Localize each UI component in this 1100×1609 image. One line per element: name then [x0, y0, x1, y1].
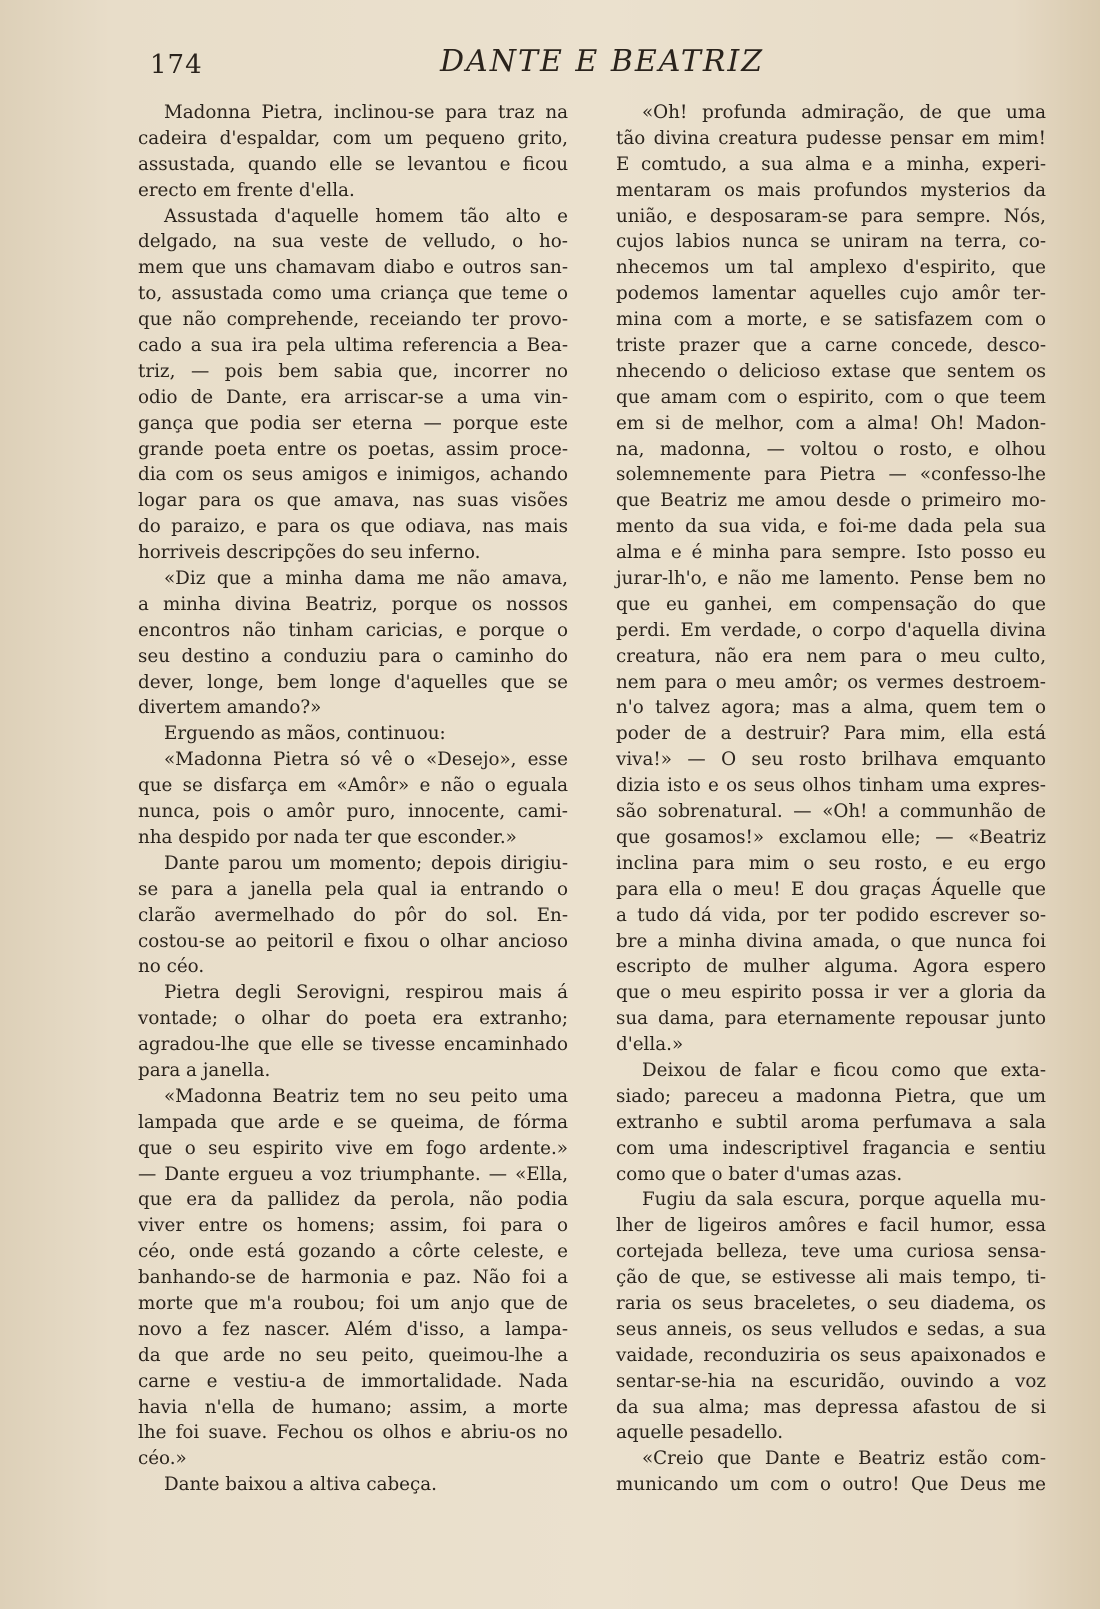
text-line: que eu ganhei, em compensação do que — [616, 593, 1046, 615]
text-line: raria os seus braceletes, o seu diadema, os — [616, 1292, 1046, 1314]
text-line: extranho e subtil aroma perfumava a sala — [616, 1111, 1046, 1133]
text-line: lher de ligeiros amôres e facil humor, essa — [616, 1215, 1046, 1237]
text-line: lhe foi suave. Fechou os olhos e abriu-os no — [138, 1422, 568, 1444]
text-line: união, e desposaram-se para sempre. Nós, — [616, 205, 1046, 227]
text-line: nhecemos um tal amplexo d'espirito, que — [616, 257, 1046, 279]
text-line: to, assustada como uma criança que teme o — [138, 283, 568, 305]
text-line: mem que uns chamavam diabo e outros san- — [138, 257, 568, 279]
text-line: tão divina creatura pudesse pensar em mim! — [616, 127, 1046, 149]
text-line: no céo. — [138, 956, 205, 978]
text-line: perdi. Em verdade, o corpo d'aquella divina — [616, 619, 1046, 641]
text-line: clarão avermelhado do pôr do sol. En- — [138, 904, 568, 926]
text-line: agradou-lhe que elle se tivesse encaminhado — [138, 1034, 568, 1056]
text-line: sentar-se-hia na escuridão, ouvindo a voz — [616, 1370, 1046, 1392]
text-line: viva!» — O seu rosto brilhava emquanto — [616, 749, 1046, 771]
text-line: lampada que arde e se queima, de fórma — [138, 1111, 568, 1133]
text-line: nhecendo o delicioso extase que sentem os — [616, 360, 1046, 382]
text-line: que o meu espirito possa ir ver a gloria da — [616, 982, 1046, 1004]
text-line: sua dama, para eternamente repousar junto — [616, 1008, 1046, 1030]
right-text-column — [616, 100, 1046, 1498]
text-line: grande poeta entre os poetas, assim proce- — [138, 438, 568, 460]
text-line: «Madonna Pietra só vê o «Desejo», esse — [164, 749, 568, 771]
text-line: são sobrenatural. — «Oh! a communhão de — [616, 801, 1046, 823]
page-number: 174 — [150, 50, 203, 80]
text-line: triz, — pois bem sabia que, incorrer no — [138, 360, 568, 382]
text-line: com uma indescriptivel fragancia e sentiu — [616, 1137, 1046, 1159]
text-line: na, madonna, — voltou o rosto, e olhou — [616, 438, 1046, 460]
text-line: mina com a morte, e se satisfazem com o — [616, 309, 1046, 331]
text-line: a minha divina Beatriz, porque os nossos — [138, 593, 568, 615]
text-line: «Diz que a minha dama me não amava, — [164, 568, 568, 590]
text-line: vontade; o olhar do poeta era extranho; — [138, 1008, 568, 1030]
text-line: delgado, na sua veste de velludo, o ho- — [138, 231, 568, 253]
text-line: seus anneis, os seus velludos e sedas, a sua — [616, 1318, 1046, 1340]
text-line: logar para os que amava, nas suas visões — [138, 490, 568, 512]
text-line: assustada, quando elle se levantou e ficou — [138, 153, 568, 175]
running-title: DANTE E BEATRIZ — [440, 44, 765, 79]
text-line: mentaram os mais profundos mysterios da — [616, 179, 1046, 201]
text-line: cortejada belleza, teve uma curiosa sensa- — [616, 1241, 1046, 1263]
text-line: morte que m'a roubou; foi um anjo que de — [138, 1292, 568, 1314]
text-line: Dante baixou a altiva cabeça. — [164, 1474, 437, 1496]
text-line: que não comprehende, receiando ter provo- — [138, 309, 568, 331]
text-line: solemnemente para Pietra — «confesso-lhe — [616, 464, 1046, 486]
text-line: dever, longe, bem longe d'aquelles que se — [138, 671, 568, 693]
text-line: dizia isto e os seus olhos tinham uma expres- — [616, 775, 1046, 797]
text-line: para a janella. — [138, 1059, 271, 1081]
text-line: cado a sua ira pela ultima referencia a Bea- — [138, 335, 568, 357]
text-line: Dante parou um momento; depois dirigiu- — [164, 852, 568, 874]
text-line: vaidade, reconduziria os seus apaixonados e — [616, 1344, 1046, 1366]
text-line: horriveis descripções do seu inferno. — [138, 542, 481, 564]
page-header — [0, 44, 1100, 94]
text-line: Pietra degli Serovigni, respirou mais á — [164, 982, 568, 1004]
text-line: novo a fez nascer. Além d'isso, a lampa- — [138, 1318, 568, 1340]
text-line: céo.» — [138, 1448, 187, 1470]
text-line: triste prazer que a carne concede, desco- — [616, 335, 1046, 357]
text-line: siado; pareceu a madonna Pietra, que um — [616, 1085, 1046, 1107]
text-line: Madonna Pietra, inclinou-se para traz na — [164, 102, 568, 123]
text-line: — Dante ergueu a voz triumphante. — «Ella, — [138, 1163, 568, 1185]
text-line: seu destino a conduziu para o caminho do — [138, 645, 568, 667]
text-line: creatura, não era nem para o meu culto, — [616, 645, 1046, 667]
text-line: erecto em frente d'ella. — [138, 179, 355, 201]
text-line: dia com os seus amigos e inimigos, achando — [138, 464, 568, 486]
text-line: poder de a destruir? Para mim, ella está — [616, 723, 1046, 745]
text-line: alma e é minha para sempre. Isto posso eu — [616, 542, 1046, 564]
text-line: Assustada d'aquelle homem tão alto e — [164, 205, 568, 227]
text-line: costou-se ao peitoril e fixou o olhar ancioso — [138, 930, 568, 952]
text-line: em si de melhor, com a alma! Oh! Madon- — [616, 412, 1046, 434]
text-line: banhando-se de harmonia e paz. Não foi a — [138, 1267, 568, 1289]
text-line: do paraizo, e para os que odiava, nas mais — [138, 516, 568, 538]
text-line: ção de que, se estivesse ali mais tempo, ti- — [616, 1267, 1046, 1289]
text-line: jurar-lh'o, e não me lamento. Pense bem no — [616, 568, 1046, 590]
text-line: carne e vestiu-a de immortalidade. Nada — [138, 1370, 568, 1392]
text-line: aquelle pesadello. — [616, 1422, 784, 1444]
text-line: céo, onde está gozando a côrte celeste, e — [138, 1241, 568, 1263]
left-text-column — [138, 100, 568, 1498]
text-line: nem para o meu amôr; os vermes destroem- — [616, 671, 1046, 693]
text-line: cadeira d'espaldar, com um pequeno grito, — [138, 127, 568, 149]
text-line: havia n'ella de humano; assim, a morte — [138, 1396, 568, 1418]
text-line: bre a minha divina amada, o que nunca foi — [616, 930, 1046, 952]
text-line: que era da pallidez da perola, não podia — [138, 1189, 568, 1211]
text-line: municando um com o outro! Que Deus me — [616, 1474, 1046, 1496]
text-line: que Beatriz me amou desde o primeiro mo- — [616, 490, 1046, 512]
text-line: que o seu espirito vive em fogo ardente.» — [138, 1137, 568, 1159]
text-line: «Creio que Dante e Beatriz estão com- — [642, 1448, 1046, 1470]
text-line: como que o bater d'umas azas. — [616, 1163, 903, 1185]
text-line: da sua alma; mas depressa afastou de si — [616, 1396, 1046, 1418]
text-line: divertem amando?» — [138, 697, 322, 719]
text-line: E comtudo, a sua alma e a minha, experi- — [616, 153, 1046, 175]
text-line: «Oh! profunda admiração, de que uma — [642, 102, 1046, 123]
text-line: que amam com o espirito, com o que teem — [616, 386, 1046, 408]
text-line: encontros não tinham caricias, e porque o — [138, 619, 568, 641]
text-line: Deixou de falar e ficou como que exta- — [642, 1059, 1046, 1081]
text-line: para ella o meu! E dou graças Áquelle que — [616, 878, 1046, 900]
text-line: que se disfarça em «Amôr» e não o eguala — [138, 775, 568, 797]
text-line: d'ella.» — [616, 1034, 684, 1056]
text-line: mento da sua vida, e foi-me dada pela sua — [616, 516, 1046, 538]
text-line: se para a janella pela qual ia entrando o — [138, 878, 568, 900]
text-line: inclina para mim o seu rosto, e eu ergo — [616, 852, 1046, 874]
text-line: escripto de mulher alguma. Agora espero — [616, 956, 1046, 978]
text-line: da que arde no seu peito, queimou-lhe a — [138, 1344, 568, 1366]
text-line: nunca, pois o amôr puro, innocente, cami- — [138, 801, 568, 823]
text-line: nha despido por nada ter que esconder.» — [138, 826, 517, 848]
text-line: podemos lamentar aquelles cujo amôr ter- — [616, 283, 1046, 305]
text-line: odio de Dante, era arriscar-se a uma vin- — [138, 386, 568, 408]
text-line: cujos labios nunca se uniram na terra, co- — [616, 231, 1046, 253]
text-line: gança que podia ser eterna — porque este — [138, 412, 568, 434]
text-line: n'o talvez agora; mas a alma, quem tem o — [616, 697, 1046, 719]
text-line: que gosamos!» exclamou elle; — «Beatriz — [616, 826, 1046, 848]
text-line: Erguendo as mãos, continuou: — [164, 723, 446, 745]
text-line: viver entre os homens; assim, foi para o — [138, 1215, 568, 1237]
text-line: a tudo dá vida, por ter podido escrever so- — [616, 904, 1046, 926]
text-line: Fugiu da sala escura, porque aquella mu- — [642, 1189, 1046, 1211]
text-line: «Madonna Beatriz tem no seu peito uma — [164, 1085, 568, 1107]
